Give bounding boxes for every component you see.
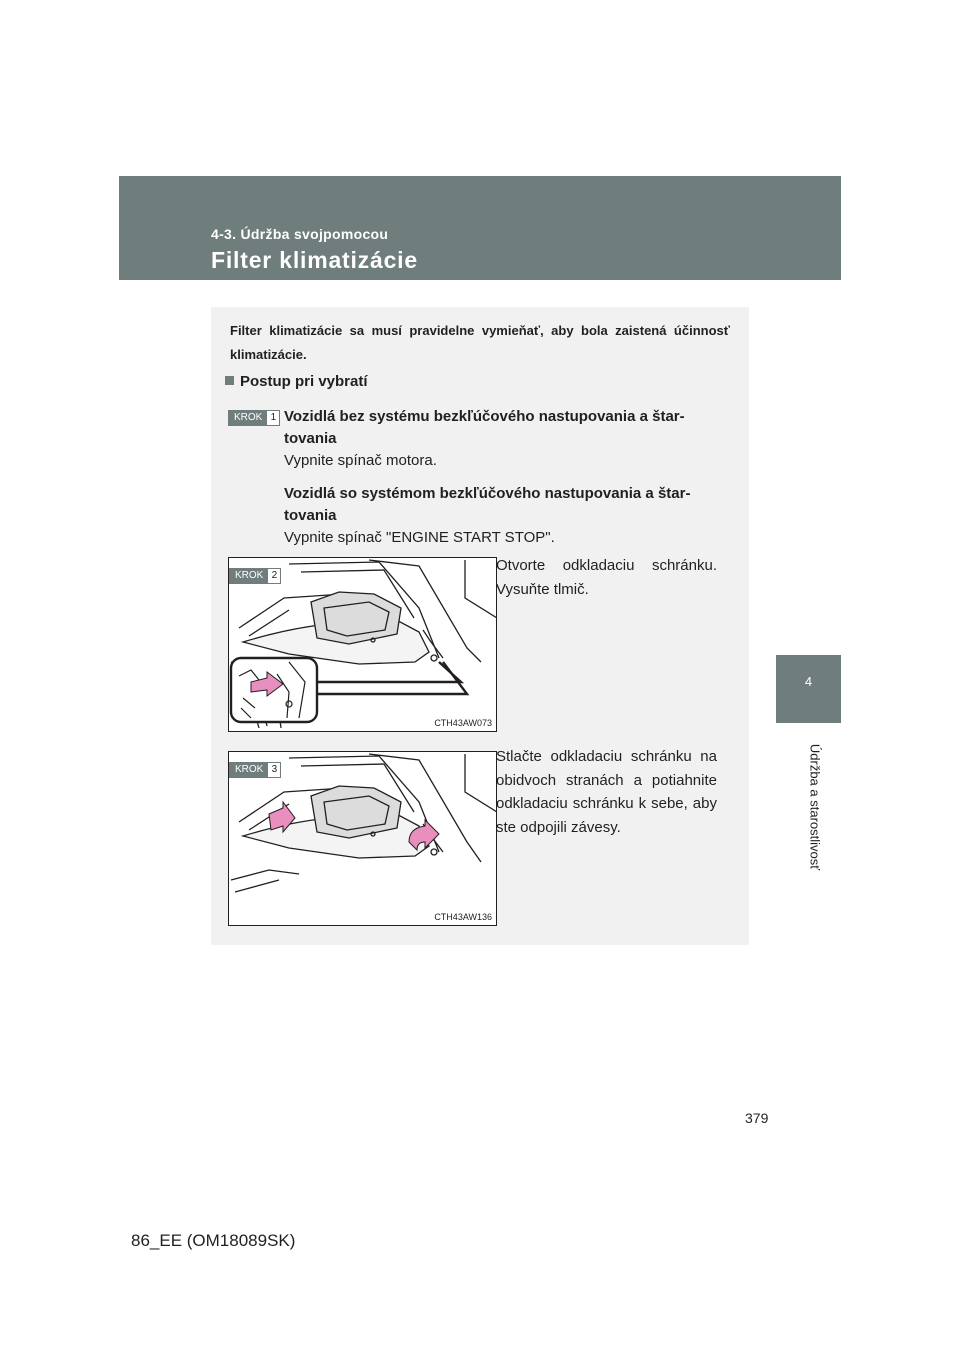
step-1-title-without-line1: Vozidlá bez systému bezkľúčového nastupovania a štar- xyxy=(284,408,685,425)
step-1-title-with-line1: Vozidlá so systémom bezkľúčového nastupovania a štar- xyxy=(284,485,691,502)
glove-box-open-drawing xyxy=(229,558,497,732)
header-band xyxy=(119,176,841,280)
document-code: 86_EE (OM18089SK) xyxy=(131,1231,296,1250)
square-bullet-icon xyxy=(225,376,234,385)
chapter-title-text: Údržba a starostlivosť xyxy=(807,743,823,871)
step-2-text: Otvorte odkladaciu schránku. Vysuňte tlmič. xyxy=(496,557,717,598)
glove-box-release-drawing xyxy=(229,752,497,926)
step-label: KROK xyxy=(230,569,268,583)
chapter-tab xyxy=(776,655,841,723)
step-label: KROK xyxy=(229,411,267,425)
step-2-badge xyxy=(229,568,281,584)
chapter-title xyxy=(800,732,830,882)
step-1-badge xyxy=(228,410,280,426)
section-label: 4-3. Údržba svojpomocou xyxy=(211,226,389,242)
sub-heading-text: Postup pri vybratí xyxy=(240,373,368,390)
step-number: 3 xyxy=(268,763,280,777)
step-1-text-without: Vypnite spínač motora. xyxy=(284,452,437,469)
page-title: Filter klimatizácie xyxy=(211,247,418,273)
step-3-illustration xyxy=(228,751,497,926)
intro-text: Filter klimatizácie sa musí pravidelne vymieňať, aby bola zaistená účinnosť klimatizácie. xyxy=(230,323,730,362)
figure-code: CTH43AW073 xyxy=(434,718,492,728)
step-label: KROK xyxy=(230,763,268,777)
step-1-title-with-line2: tovania xyxy=(284,507,337,524)
step-number: 1 xyxy=(267,411,279,425)
step-1-title-without-line2: tovania xyxy=(284,430,337,447)
step-number: 2 xyxy=(268,569,280,583)
figure-code: CTH43AW136 xyxy=(434,912,492,922)
step-2-illustration xyxy=(228,557,497,732)
content-panel xyxy=(211,307,749,945)
step-1-text-with: Vypnite spínač "ENGINE START STOP". xyxy=(284,529,555,546)
step-3-badge xyxy=(229,762,281,778)
sub-heading xyxy=(225,373,368,390)
page-number: 379 xyxy=(745,1110,769,1126)
chapter-number: 4 xyxy=(804,674,813,689)
step-3-text: Stlačte odkladaciu schránku na obidvoch stranách a potiahnite odkladaciu schránku k sebe, aby ste odpojili závesy. xyxy=(496,748,717,836)
